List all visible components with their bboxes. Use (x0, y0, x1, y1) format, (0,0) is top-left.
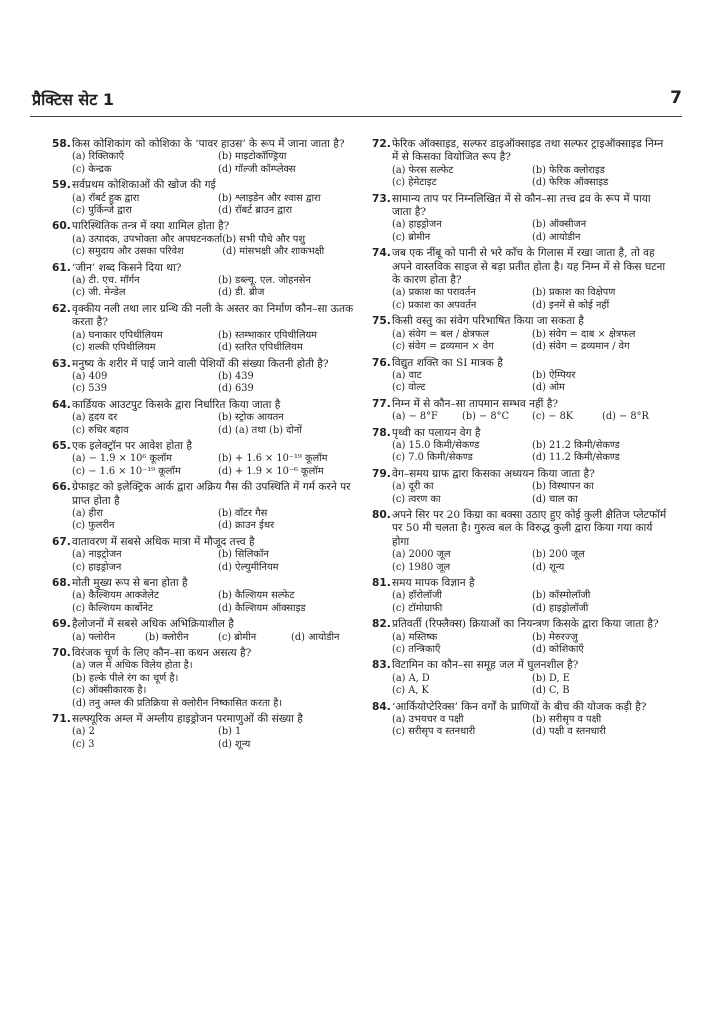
question-stem (52, 303, 364, 330)
question-stem (372, 193, 672, 220)
question-stem (372, 315, 672, 328)
options-list (392, 287, 672, 312)
answer-option: (b) सिलिकॉन (218, 549, 269, 561)
question-stem (372, 577, 672, 590)
page-header (30, 88, 682, 117)
answer-option: (b) सरीसृप व पक्षी (532, 714, 602, 726)
answer-option: (b) माइटोकॉण्ड्रिया (218, 151, 287, 163)
question-number: 63. (52, 357, 71, 370)
question-stem (52, 536, 364, 549)
question-number: 84. (372, 700, 391, 713)
question-text: किसी वस्तु का संवेग परिभाषित किया जा सकता है (392, 315, 584, 328)
answer-option: (c) ब्रोमीन (392, 231, 431, 243)
question-text: ‘जीन’ शब्द किसने दिया था? (72, 261, 182, 274)
answer-option: (c) 7.0 किमी/सेकण्ड (392, 452, 473, 464)
question-text: विद्युत शक्ति का SI मात्रक है (392, 356, 503, 369)
question-block (52, 399, 364, 437)
answer-option: (d) पक्षी व स्तनधारी (532, 726, 606, 738)
answer-option: (c) ब्रोमीन (218, 631, 257, 643)
answer-option: (a) हृदय दर (72, 412, 118, 424)
question-text: पारिस्थितिक तन्त्र में क्या शामिल होता है? (72, 220, 230, 233)
question-block (372, 618, 672, 656)
answer-option: (c) रुधिर बहाव (72, 424, 129, 436)
options-list (392, 411, 672, 423)
options-list (72, 330, 364, 355)
question-stem (372, 659, 672, 672)
question-block (372, 468, 672, 506)
question-number: 83. (372, 659, 391, 672)
question-block (52, 481, 364, 533)
answer-option: (b) कैल्शियम सल्फेट (218, 590, 295, 602)
answer-option: (d) ओम (532, 382, 565, 394)
answer-option: (d) आयोडीन (532, 231, 581, 243)
options-list (392, 165, 672, 190)
question-block (52, 220, 364, 258)
answer-option: (b) फेरिक क्लोराइड (532, 164, 605, 176)
answer-option: (a) रिक्तिकाएँ (72, 151, 124, 163)
answer-option: (a) मस्तिष्क (392, 631, 438, 643)
question-block (372, 247, 672, 312)
options-list (72, 590, 364, 615)
question-stem (52, 262, 364, 275)
answer-option: (d) (a) तथा (b) दोनों (218, 424, 302, 436)
answer-option: (a) घनाकार एपिथीलियम (72, 329, 163, 341)
answer-option: (d) क्राउन ईथर (218, 520, 275, 532)
question-number: 67. (52, 535, 71, 548)
answer-option: (b) कॉस्मोलॉजी (532, 590, 591, 602)
answer-option: (b) 21.2 किमी/सेकण्ड (532, 439, 620, 451)
left-column (52, 138, 364, 754)
answer-option: (c) 3 (72, 738, 95, 750)
answer-option: (c) 539 (72, 383, 107, 395)
question-number: 81. (372, 577, 391, 589)
question-stem (52, 399, 364, 412)
answer-option: (a) दूरी का (392, 481, 434, 493)
answer-option: (a) 15.0 किमी/सेकण्ड (392, 439, 480, 451)
options-list (72, 412, 364, 437)
options-list (392, 673, 672, 698)
answer-option: (a) 2 (72, 726, 95, 738)
question-block (52, 262, 364, 300)
question-number: 62. (52, 302, 71, 315)
question-number: 78. (372, 426, 391, 439)
answer-option: (c) तन्त्रिकाएँ (392, 644, 441, 656)
answer-option: (d) 639 (218, 383, 254, 395)
answer-option: (b) हल्के पीले रंग का चूर्ण है। (72, 672, 179, 684)
question-stem (52, 179, 364, 192)
answer-option: (d) C, B (532, 685, 570, 697)
answer-option: (a) उभयचर व पक्षी (392, 714, 464, 726)
question-stem (372, 427, 672, 440)
answer-option: (d) 11.2 किमी/सेकण्ड (532, 452, 620, 464)
question-stem (372, 468, 672, 481)
question-block (52, 536, 364, 574)
question-block (372, 509, 672, 574)
question-number: 73. (372, 192, 391, 205)
options-list (392, 219, 672, 244)
options-list (72, 508, 364, 533)
answer-option: (c) सरीसृप व स्तनधारी (392, 726, 476, 738)
answer-option: (d) चाल का (532, 493, 578, 505)
answer-option: (b) − 8°C (462, 411, 509, 423)
answer-option: (c) ऑक्सीकारक है। (72, 685, 147, 697)
options-list (392, 590, 672, 615)
question-block (372, 427, 672, 465)
question-stem (52, 220, 364, 233)
answer-option: (b) डब्ल्यू. एल. जोहनसेन (218, 275, 311, 287)
question-text: सल्फ्यूरिक अम्ल में अम्लीय हाइड्रोजन परमाणुओं की संख्या है (72, 713, 303, 726)
answer-option: (c) समुदाय और उसका परिवेश (72, 246, 184, 258)
answer-option: (c) फुलरीन (72, 520, 115, 532)
answer-option: (d) आयोडीन (291, 631, 340, 643)
answer-option: (b) 1 (218, 726, 242, 738)
question-text: विरंजक चूर्ण के लिए कौन–सा कथन असत्य है? (72, 647, 252, 660)
answer-option: (c) − 1.6 × 10⁻¹⁹ कूलॉम (72, 465, 181, 477)
answer-option: (a) प्रकाश का परावर्तन (392, 287, 476, 299)
answer-option: (d) + 1.9 × 10⁻⁶ कूलॉम (218, 465, 324, 477)
answer-option: (a) हॉरोलॉजी (392, 590, 442, 602)
answer-option: (d) कैल्शियम ऑक्साइड (218, 602, 306, 614)
question-block (372, 138, 672, 190)
question-block (52, 138, 364, 176)
question-stem (52, 713, 364, 726)
question-text: कार्डियक आउटपुट किसके द्वारा निर्धारित किया जाता है (72, 398, 281, 411)
question-text: जब एक नींबू को पानी से भरे काँच के गिलास में रखा जाता है, तो वह अपने वास्तविक साइज से बड़ा प्रतीत होता है। यह निम्न में से किस घटना के कारण होता है? (392, 247, 666, 287)
question-text: सामान्य ताप पर निम्नलिखित में से कौन–सा तत्त्व द्रव के रूप में पाया जाता है? (392, 192, 651, 219)
question-block (52, 647, 364, 710)
answer-option: (b) + 1.6 × 10⁻¹⁹ कूलॉम (218, 453, 328, 465)
question-stem (372, 247, 672, 287)
answer-option: (b) ऑक्सीजन (532, 219, 587, 231)
question-stem (372, 618, 672, 631)
page-number: 7 (670, 88, 682, 108)
question-block (52, 179, 364, 217)
answer-option: (b) मेरुरज्जु (532, 631, 578, 643)
options-list (72, 726, 364, 751)
question-text: प्रतिवर्ती (रिफ्लैक्स) क्रियाओं का नियन्त्रण किसके द्वारा किया जाता है? (392, 618, 659, 631)
right-column (372, 138, 672, 742)
answer-option: (d) ऐल्युमीनियम (218, 561, 279, 573)
question-stem (52, 647, 364, 660)
question-text: पृथ्वी का पलायन वेग है (392, 426, 481, 439)
question-block (52, 577, 364, 615)
answer-option: (a) कैल्शियम आक्जेलेट (72, 590, 159, 602)
answer-option: (d) फेरिक ऑक्साइड (532, 177, 609, 189)
question-number: 66. (52, 481, 71, 494)
question-text: समय मापक विज्ञान है (392, 577, 475, 589)
page-header-title: प्रैक्टिस सेट 1 (32, 90, 115, 109)
answer-option: (c) पुर्किन्जे द्वारा (72, 205, 132, 217)
answer-option: (b) संवेग = दाब × क्षेत्रफल (532, 328, 636, 340)
question-text: एक इलेक्ट्रॉन पर आवेश होता है (72, 439, 192, 452)
answer-option: (d) गॉल्जी कॉम्प्लेक्स (218, 163, 296, 175)
answer-option: (a) टी. एच. मॉर्गन (72, 275, 140, 287)
answer-option: (b) श्लाइडेन और श्वास द्वारा (218, 192, 321, 204)
question-number: 77. (372, 397, 391, 410)
options-list (72, 549, 364, 574)
question-block (52, 303, 364, 355)
answer-option: (b) D, E (532, 672, 570, 684)
answer-option: (c) प्रकाश का अपवर्तन (392, 299, 477, 311)
question-number: 75. (372, 315, 391, 328)
answer-option: (b) स्ट्रोक आयतन (218, 412, 284, 424)
question-number: 70. (52, 647, 71, 660)
options-list (72, 371, 364, 396)
answer-option: (c) जी. मेन्डेल (72, 287, 126, 299)
question-number: 60. (52, 220, 71, 233)
question-stem (52, 481, 364, 508)
options-list (72, 193, 364, 218)
answer-option: (d) डी. ब्रीज (218, 287, 265, 299)
answer-option: (c) A, K (392, 685, 429, 697)
answer-option: (c) 1980 जूल (392, 561, 451, 573)
question-stem (372, 398, 672, 411)
question-text: निम्न में से कौन–सा तापमान सम्भव नहीं है? (392, 397, 559, 410)
question-stem (52, 138, 364, 151)
question-number: 72. (372, 138, 391, 150)
options-list (392, 329, 672, 354)
options-list (392, 632, 672, 657)
answer-option: (a) जल में अधिक विलेय होता है। (72, 660, 193, 672)
question-block (52, 440, 364, 478)
question-stem (372, 357, 672, 370)
answer-option: (b) 439 (218, 370, 254, 382)
answer-option: (d) इनमें से कोई नहीं (532, 299, 610, 311)
question-number: 58. (52, 138, 71, 150)
answer-option: (c) − 8K (532, 411, 574, 423)
question-text: वातावरण में सबसे अधिक मात्रा में मौजूद तत्त्व है (72, 535, 255, 548)
answer-option: (d) रॉबर्ट ब्राउन द्वारा (218, 205, 292, 217)
question-text: किस कोशिकांग को कोशिका के ‘पावर हाउस’ के रूप में जाना जाता है? (72, 138, 345, 150)
answer-option: (c) त्वरण का (392, 493, 441, 505)
question-block (372, 315, 672, 353)
answer-option: (d) कोशिकाएँ (532, 644, 584, 656)
answer-option: (a) हाइड्रोजन (392, 219, 442, 231)
answer-option: (c) केन्द्रक (72, 163, 112, 175)
question-number: 80. (372, 508, 391, 521)
question-block (372, 659, 672, 697)
options-list (392, 549, 672, 574)
answer-option: (c) टॉमोग्राफी (392, 602, 443, 614)
question-block (52, 713, 364, 751)
answer-option: (a) फ्लोरीन (72, 631, 116, 643)
question-block (372, 577, 672, 615)
question-number: 79. (372, 467, 391, 480)
answer-option: (a) − 8°F (392, 411, 438, 423)
question-number: 64. (52, 398, 71, 411)
answer-option: (d) − 8°R (602, 411, 649, 423)
question-number: 59. (52, 179, 71, 192)
question-stem (372, 509, 672, 549)
answer-option: (a) संवेग = बल / क्षेत्रफल (392, 328, 490, 340)
question-block (52, 358, 364, 396)
question-number: 68. (52, 577, 71, 589)
answer-option: (a) नाइट्रोजन (72, 549, 122, 561)
question-stem (372, 701, 672, 714)
question-text: फेरिक ऑक्साइड, सल्फर डाइऑक्साइड तथा सल्फर ट्राइऑक्साइड निम्न में से किसका वियोजित रूप है? (392, 138, 664, 164)
question-text: अपने सिर पर 20 किग्रा का बक्सा उठाए हुए कोई कुली क्षैतिज प्लेटफॉर्म पर 50 मी चलता है। गुरुत्व बल के विरुद्ध कुली द्वारा किया गया कार्य होगा (392, 508, 667, 548)
question-number: 76. (372, 356, 391, 369)
answer-option: (b) सभी पौधे और पशु (222, 233, 306, 245)
question-stem (52, 440, 364, 453)
answer-option: (a) − 1.9 × 10⁶ कूलॉम (72, 453, 173, 465)
answer-option: (c) कैल्शियम कार्बोनेट (72, 602, 153, 614)
answer-option: (b) विस्थापन का (532, 481, 594, 493)
answer-option: (d) शून्य (532, 561, 565, 573)
answer-option: (a) 409 (72, 370, 108, 382)
options-list (72, 632, 364, 644)
answer-option: (b) प्रकाश का विक्षेपण (532, 287, 616, 299)
question-block (372, 193, 672, 245)
options-list (72, 453, 364, 478)
answer-option: (d) मांसभक्षी और शाकभक्षी (222, 246, 325, 258)
question-number: 71. (52, 713, 71, 726)
question-stem (372, 138, 672, 165)
question-stem (52, 358, 364, 371)
answer-option: (b) क्लोरीन (145, 631, 189, 643)
question-number: 82. (372, 618, 391, 631)
options-list (72, 275, 364, 300)
answer-option: (d) स्तरित एपिथीलियम (218, 342, 303, 354)
question-text: सर्वप्रथम कोशिकाओं की खोज की गई (72, 179, 216, 192)
question-block (372, 398, 672, 424)
answer-option: (c) वोल्ट (392, 382, 426, 394)
options-list (72, 151, 364, 176)
question-text: विटामिन का कौन–सा समूह जल में घुलनशील है? (392, 659, 579, 672)
question-block (52, 618, 364, 644)
question-text: ‘आर्कियोप्टेरिक्स’ किन वर्गों के प्राणियों के बीच की योजक कड़ी है? (392, 700, 647, 713)
answer-option: (a) फेरस सल्फेट (392, 164, 454, 176)
options-list (392, 714, 672, 739)
question-number: 65. (52, 439, 71, 452)
answer-option: (c) हेमेटाइट (392, 177, 437, 189)
options-list (72, 660, 364, 710)
question-block (372, 357, 672, 395)
answer-option: (a) 2000 जूल (392, 549, 451, 561)
question-text: वेग–समय ग्राफ द्वारा किसका अध्ययन किया जाता है? (392, 467, 595, 480)
answer-option: (c) शल्की एपिथीलियम (72, 342, 156, 354)
answer-option: (d) संवेग = द्रव्यमान / वेग (532, 341, 630, 353)
answer-option: (b) स्तम्भाकार एपिथीलियम (218, 329, 318, 341)
question-stem (52, 618, 364, 631)
answer-option: (b) 200 जूल (532, 549, 585, 561)
options-list (392, 370, 672, 395)
answer-option: (d) हाइड्रोलॉजी (532, 602, 589, 614)
answer-option: (c) हाइड्रोजन (72, 561, 122, 573)
question-number: 69. (52, 618, 71, 631)
answer-option: (a) वाट (392, 369, 422, 381)
answer-option: (a) हीरा (72, 507, 103, 519)
answer-option: (d) तनु अम्ल की प्रतिक्रिया से क्लोरीन निष्कासित करता है। (72, 697, 283, 709)
options-list (72, 234, 364, 259)
answer-option: (a) A, D (392, 672, 430, 684)
question-text: हैलोजनों में सबसे अधिक अभिक्रियाशील है (72, 618, 234, 631)
answer-option: (a) रॉबर्ट हुक द्वारा (72, 192, 140, 204)
question-block (372, 701, 672, 739)
answer-option: (c) संवेग = द्रव्यमान × वेग (392, 341, 494, 353)
answer-option: (a) उत्पादक, उपभोक्ता और अपघटनकर्ता (72, 233, 223, 245)
question-number: 74. (372, 247, 391, 260)
options-list (392, 481, 672, 506)
options-list (392, 440, 672, 465)
question-text: मोती मुख्य रूप से बना होता है (72, 577, 188, 589)
question-text: ग्रेफाइट को इलेक्ट्रिक आर्क द्वारा अक्रिय गैस की उपस्थिति में गर्म करने पर प्राप्त होता है (72, 481, 351, 507)
answer-option: (b) ऐम्पियर (532, 369, 576, 381)
question-text: वृक्कीय नली तथा लार ग्रन्थि की नली के अस्तर का निर्माण कौन–सा ऊतक करता है? (72, 302, 354, 329)
answer-option: (b) वॉटर गैस (218, 507, 268, 519)
question-number: 61. (52, 261, 71, 274)
answer-option: (d) शून्य (218, 738, 251, 750)
question-stem (52, 577, 364, 590)
question-text: मनुष्य के शरीर में पाई जाने वाली पेशियों की संख्या कितनी होती है? (72, 357, 329, 370)
